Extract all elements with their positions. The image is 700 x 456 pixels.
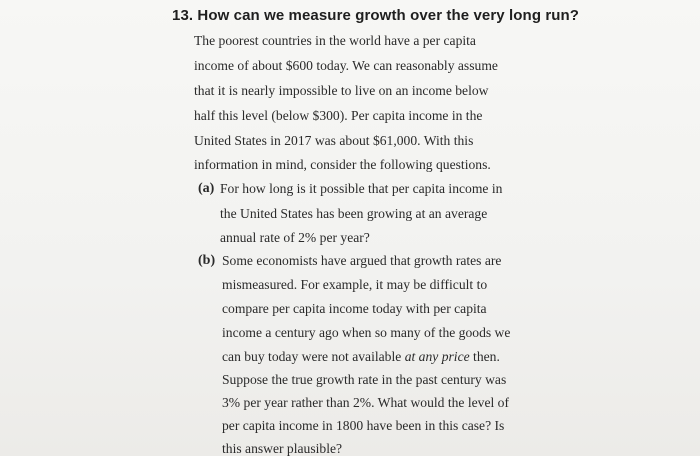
part-b-line: income a century ago when so many of the goods we [222, 325, 511, 340]
intro-line: income of about $600 today. We can reasonably assume [194, 58, 498, 73]
intro-line: United States in 2017 was about $61,000. With this [194, 133, 474, 148]
intro-line: half this level (below $300). Per capita income in the [194, 108, 483, 123]
intro-line: that it is nearly impossible to live on an income below [194, 83, 489, 98]
part-b-line: mismeasured. For example, it may be difficult to [222, 277, 488, 292]
part-b-label: (b) [198, 253, 216, 268]
part-a-line: annual rate of 2% per year? [220, 230, 370, 245]
part-b-italic-phrase: at any price [404, 349, 470, 364]
intro-line: The poorest countries in the world have a per capita [194, 33, 476, 48]
part-a-label: (a) [198, 181, 215, 196]
part-a-line: For how long is it possible that per capita income in [220, 181, 503, 196]
part-b-line: this answer plausible? [222, 441, 343, 456]
part-b-line: Some economists have argued that growth rates are [222, 253, 502, 268]
part-b-text: then. [469, 349, 500, 364]
part-a-line: the United States has been growing at an average [220, 206, 488, 221]
part-b-line: compare per capita income today with per capita [222, 301, 487, 316]
part-b-text: can buy today were not available [222, 349, 402, 364]
part-b-line: 3% per year rather than 2%. What would the level of [222, 395, 509, 410]
intro-line: information in mind, consider the following questions. [194, 157, 491, 172]
question-title: 13. How can we measure growth over the very long run? [172, 7, 580, 24]
part-b-line: per capita income in 1800 have been in this case? Is [222, 418, 505, 433]
part-b-line-with-italic [222, 349, 500, 365]
part-b-line: Suppose the true growth rate in the past century was [222, 372, 507, 387]
